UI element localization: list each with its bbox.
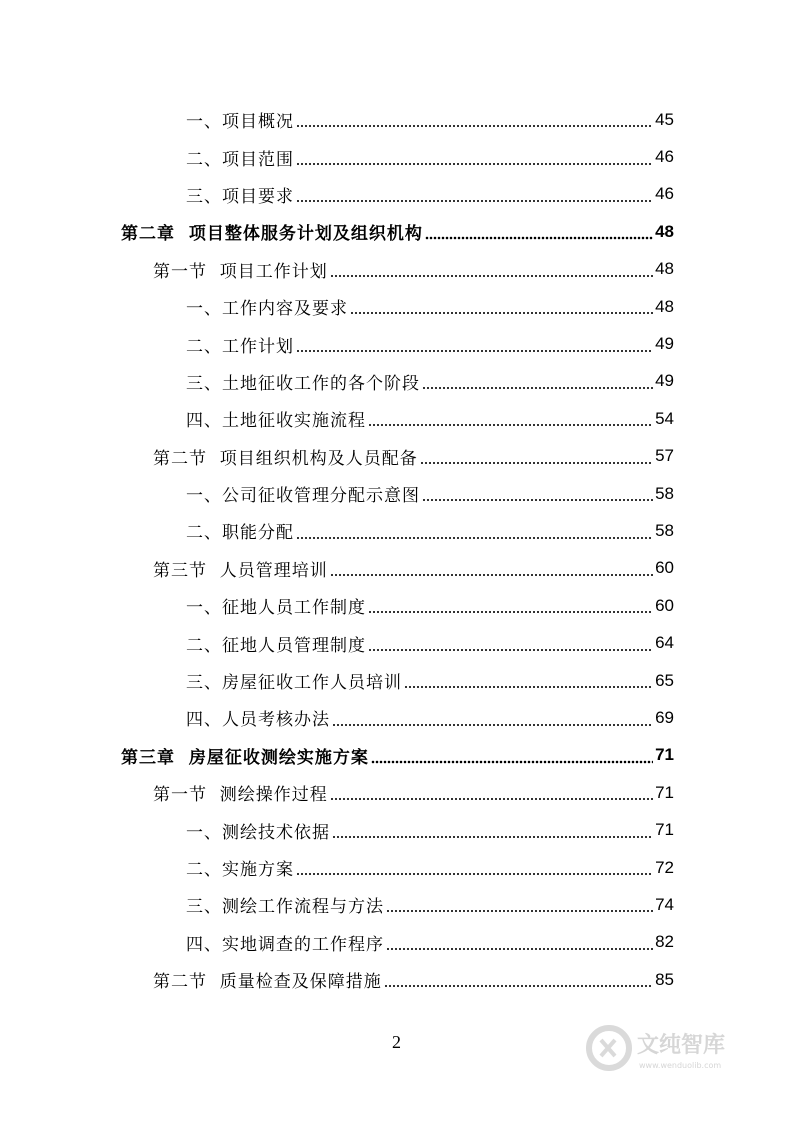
- toc-item-row[interactable]: [0, 662, 793, 699]
- toc-entry-title: 一、公司征收管理分配示意图: [186, 486, 420, 507]
- toc-dot-leader: [422, 377, 653, 394]
- toc-entry-page: 82: [655, 932, 674, 952]
- toc-dot-leader: [330, 564, 653, 581]
- toc-entry-page: 69: [655, 707, 674, 727]
- toc-section-row[interactable]: [0, 251, 793, 288]
- toc-dot-leader: [368, 414, 653, 431]
- page-number: 2: [392, 1032, 401, 1052]
- watermark-url: www.wenduolib.com: [639, 1061, 722, 1070]
- toc-dot-leader: [386, 900, 653, 917]
- toc-entry-page: 65: [655, 670, 674, 690]
- toc-entry-title: 第二节 质量检查及保障措施: [153, 972, 382, 993]
- toc-entry-page: 46: [655, 147, 674, 167]
- toc-entry-page: 72: [655, 857, 674, 877]
- toc-entry-title: 三、测绘工作流程与方法: [186, 897, 384, 918]
- toc-entry-title: 第三章 房屋征收测绘实施方案: [121, 747, 369, 768]
- toc-section-row[interactable]: [0, 961, 793, 998]
- toc-entry-title: 第二章 项目整体服务计划及组织机构: [121, 224, 423, 245]
- toc-dot-leader: [296, 863, 653, 880]
- toc-entry-title: 一、测绘技术依据: [186, 822, 330, 843]
- toc-item-row[interactable]: [0, 400, 793, 437]
- toc-chapter-row[interactable]: [0, 737, 793, 774]
- toc-entry-title: 第二节 项目组织机构及人员配备: [153, 448, 418, 469]
- toc-entry-page: 58: [655, 483, 674, 503]
- toc-dot-leader: [368, 639, 653, 656]
- toc-dot-leader: [422, 489, 653, 506]
- toc-entry-title: 二、职能分配: [186, 523, 294, 544]
- toc-dot-leader: [420, 452, 653, 469]
- toc-item-row[interactable]: [0, 512, 793, 549]
- toc-entry-title: 二、工作计划: [186, 336, 294, 357]
- toc-entry-title: 四、人员考核办法: [186, 710, 330, 731]
- toc-item-row[interactable]: [0, 699, 793, 736]
- table-of-contents: [0, 101, 793, 998]
- toc-dot-leader: [386, 938, 653, 955]
- toc-dot-leader: [384, 975, 653, 992]
- toc-entry-title: 第一节 项目工作计划: [153, 261, 328, 282]
- toc-dot-leader: [332, 826, 653, 843]
- toc-item-row[interactable]: [0, 624, 793, 661]
- toc-chapter-row[interactable]: [0, 213, 793, 250]
- toc-dot-leader: [330, 788, 653, 805]
- toc-entry-title: 二、项目范围: [186, 149, 294, 170]
- toc-entry-title: 三、土地征收工作的各个阶段: [186, 373, 420, 394]
- toc-item-row[interactable]: [0, 849, 793, 886]
- toc-entry-title: 第一节 测绘操作过程: [153, 785, 328, 806]
- toc-dot-leader: [330, 265, 653, 282]
- toc-entry-title: 二、征地人员管理制度: [186, 635, 366, 656]
- toc-dot-leader: [296, 190, 653, 207]
- toc-entry-page: 74: [655, 894, 674, 914]
- toc-section-row[interactable]: [0, 438, 793, 475]
- toc-entry-page: 54: [655, 408, 674, 428]
- toc-item-row[interactable]: [0, 138, 793, 175]
- watermark-text: 文纯智库: [637, 1033, 726, 1058]
- toc-entry-title: 第三节 人员管理培训: [153, 560, 328, 581]
- toc-entry-page: 49: [655, 334, 674, 354]
- toc-item-row[interactable]: [0, 587, 793, 624]
- toc-entry-page: 71: [655, 745, 674, 765]
- toc-item-row[interactable]: [0, 101, 793, 138]
- toc-dot-leader: [350, 302, 653, 319]
- toc-item-row[interactable]: [0, 288, 793, 325]
- toc-entry-page: 60: [655, 558, 674, 578]
- toc-entry-title: 一、工作内容及要求: [186, 299, 348, 320]
- toc-dot-leader: [296, 153, 653, 170]
- toc-item-row[interactable]: [0, 363, 793, 400]
- toc-entry-page: 48: [655, 296, 674, 316]
- toc-entry-page: 49: [655, 371, 674, 391]
- toc-entry-title: 四、土地征收实施流程: [186, 411, 366, 432]
- toc-dot-leader: [296, 526, 653, 543]
- toc-entry-title: 四、实地调查的工作程序: [186, 934, 384, 955]
- toc-dot-leader: [371, 751, 653, 768]
- toc-entry-page: 57: [655, 446, 674, 466]
- toc-dot-leader: [332, 713, 653, 730]
- toc-entry-title: 一、项目概况: [186, 112, 294, 133]
- toc-entry-page: 71: [655, 782, 674, 802]
- toc-entry-page: 64: [655, 633, 674, 653]
- toc-item-row[interactable]: [0, 924, 793, 961]
- toc-entry-title: 三、项目要求: [186, 186, 294, 207]
- watermark-logo: [585, 1018, 785, 1078]
- toc-item-row[interactable]: [0, 325, 793, 362]
- toc-dot-leader: [425, 227, 653, 244]
- toc-entry-page: 45: [655, 109, 674, 129]
- toc-entry-page: 85: [655, 969, 674, 989]
- toc-entry-page: 60: [655, 595, 674, 615]
- watermark-emblem-icon: [589, 1028, 629, 1068]
- toc-entry-title: 三、房屋征收工作人员培训: [186, 673, 402, 694]
- toc-entry-page: 48: [655, 221, 674, 241]
- toc-dot-leader: [404, 676, 653, 693]
- toc-dot-leader: [296, 340, 653, 357]
- toc-entry-page: 58: [655, 520, 674, 540]
- toc-item-row[interactable]: [0, 886, 793, 923]
- toc-entry-page: 46: [655, 184, 674, 204]
- toc-entry-title: 二、实施方案: [186, 860, 294, 880]
- toc-dot-leader: [368, 601, 653, 618]
- toc-section-row[interactable]: [0, 550, 793, 587]
- toc-item-row[interactable]: [0, 811, 793, 848]
- toc-dot-leader: [296, 115, 653, 132]
- toc-item-row[interactable]: [0, 475, 793, 512]
- toc-entry-page: 48: [655, 259, 674, 279]
- toc-section-row[interactable]: [0, 774, 793, 811]
- toc-item-row[interactable]: [0, 176, 793, 213]
- toc-entry-page: 71: [655, 820, 674, 840]
- toc-entry-title: 一、征地人员工作制度: [186, 598, 366, 619]
